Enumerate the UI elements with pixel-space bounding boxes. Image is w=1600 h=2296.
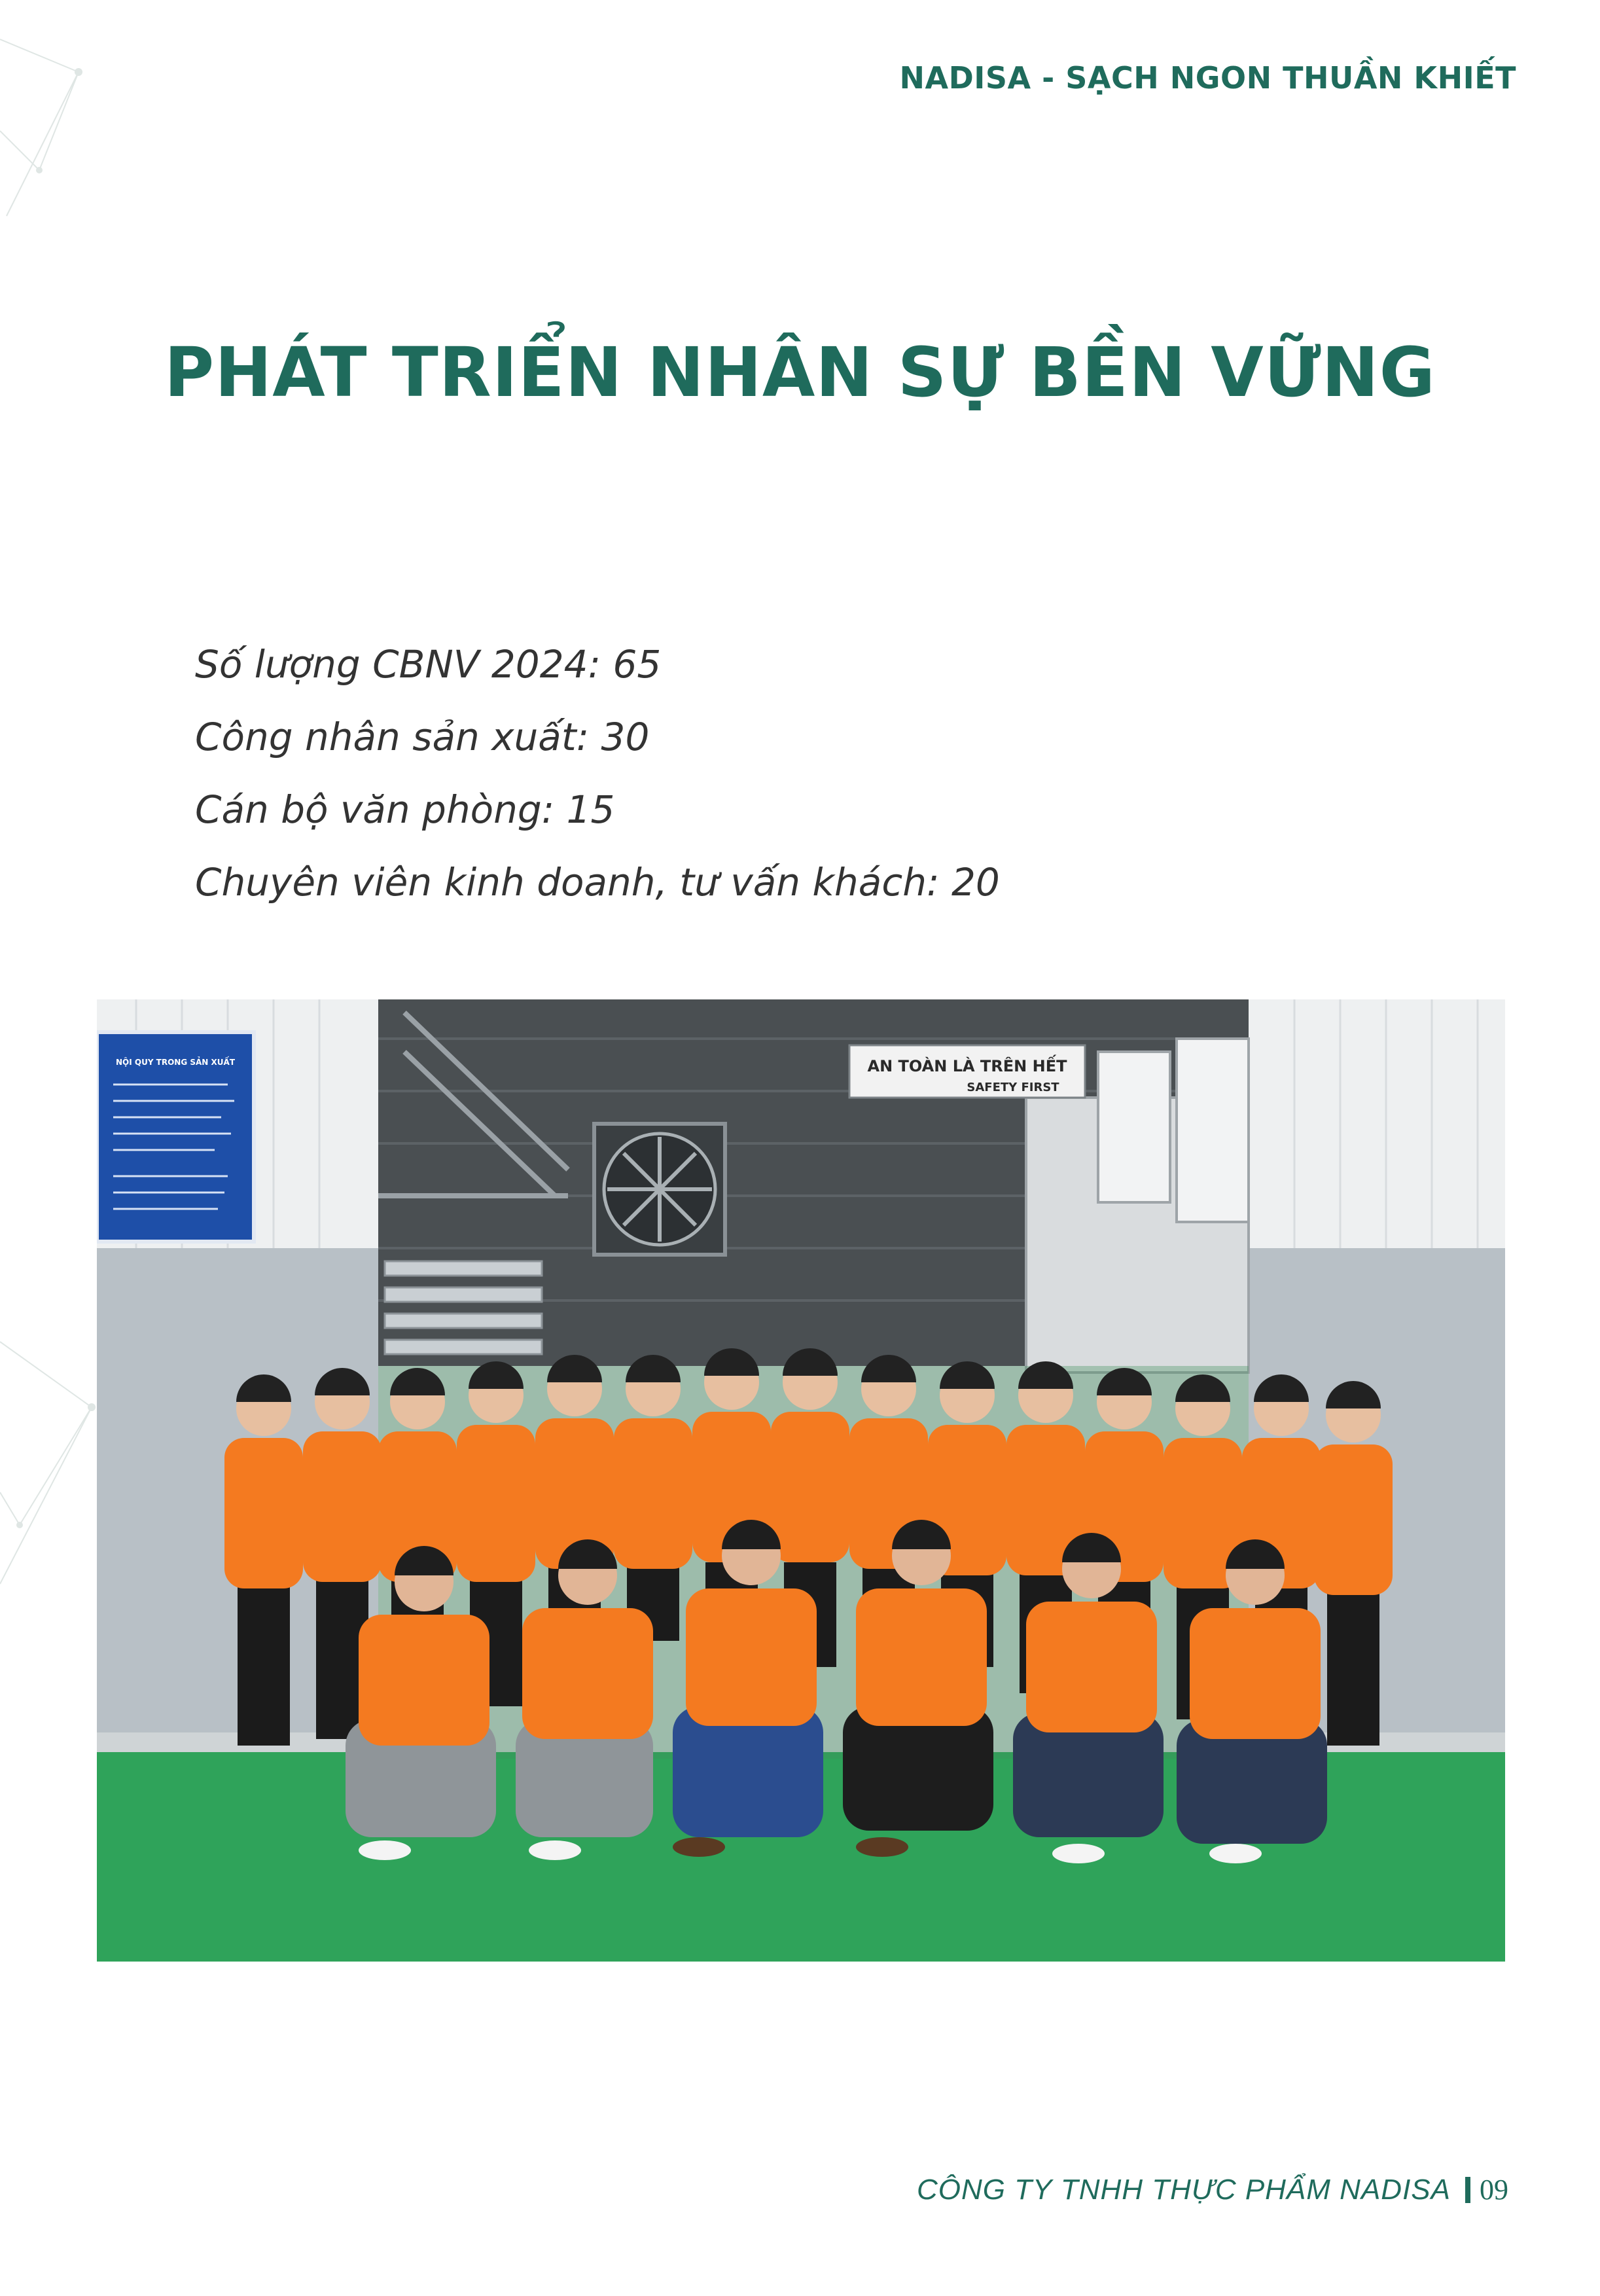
stat-production-workers: Công nhân sản xuất: 30: [195, 715, 650, 759]
header-tagline: NADISA - SẠCH NGON THUẦN KHIẾT: [899, 60, 1516, 96]
stat-sales-consultants: Chuyên viên kinh doanh, tư vấn khách: 20: [195, 860, 1000, 905]
page-number: 09: [1480, 2174, 1508, 2206]
team-photo: [97, 999, 1505, 1962]
stat-office-staff: Cán bộ văn phòng: 15: [195, 787, 615, 832]
rules-board-title: NỘI QUY TRONG SẢN XUẤT: [115, 1058, 236, 1067]
page-footer: [917, 2173, 1508, 2206]
safety-sign-sub: SAFETY FIRST: [967, 1081, 1059, 1094]
stat-total-staff: Số lượng CBNV 2024: 65: [195, 642, 662, 687]
footer-divider: [1465, 2177, 1470, 2203]
staff-stats-list: [195, 638, 1000, 929]
safety-sign-main: AN TOÀN LÀ TRÊN HẾT: [867, 1057, 1067, 1075]
footer-company-name: CÔNG TY TNHH THỰC PHẨM NADISA: [916, 2173, 1451, 2206]
page-title: PHÁT TRIỂN NHÂN SỰ BỀN VỮNG: [164, 332, 1436, 412]
